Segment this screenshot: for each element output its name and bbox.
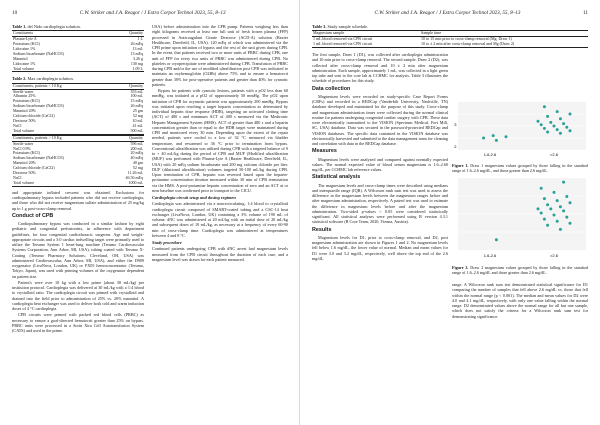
table-row: Total volume 500 mL [13, 127, 143, 133]
table-row: Sterile water 596 mL [13, 140, 143, 146]
table-header: Quantity [108, 135, 144, 141]
data-point [549, 207, 552, 210]
data-point [546, 203, 549, 206]
data-point [562, 209, 565, 212]
body-paragraph: The magnesium levels and cross-clamp times were described using medians and interquartile range (IQR). A Wilcoxon rank sum test was used to assess the difference in the magnesium levels between the magnesium ranges before and after magnesium administration, respectively. A paired test was used to estimate the difference in magnesium levels before and after the magnesium administration. Two-sided p-values < 0.05 were considered statistically significant. All statistical analyses were performed using R version 4.3.1 statistical software (R Core Team, 2020, Vienna, Austria). [312, 182, 448, 225]
data-point [537, 120, 540, 123]
right-page-header [312, 9, 588, 17]
table-header: Sample time [420, 31, 588, 37]
table-header: Quantity [113, 83, 144, 89]
x-tick-label: 1.6-2.6 [483, 253, 497, 258]
table-header: Magnesium sample [312, 31, 420, 37]
figure-1-scatter-plot [452, 100, 588, 158]
table-row: Total volume 1000 mL [13, 179, 143, 185]
table-3-block [312, 24, 588, 48]
data-point [559, 228, 562, 231]
body-paragraph: Cardiopulmonary bypass was conducted in a similar fashion by eight pediatric and congenital perfusionists, in adherence with department guidelines, for four congenital cardiothoracic surgeons. Age and weight-appropriate circuits and a 3:0 cardiac indwelling target were primarily used to utilize the Terumo System 1 heart-lung machine (Terumo Cardiovascular Systems Corporation, Ann Arbor, MI, USA), tubing coated with Terumo X-Coating (Terumo Pharmacy Solutions, Cleveland, OH, USA) was administered Cardiovascular, Ann Arbor, MI, USA), and either the D909 oxygenator (LivaNova, London, UK) or FX05 hemoconcentrator (Terumo, Tokyo, Japan), was used with priming volumes of the oxygenator dependent on patient size. [12, 221, 144, 279]
data-point [553, 125, 556, 128]
body-paragraph: range. A Wilcoxon rank sum test demonstrated statistical significance for D1 comparing the number of samples that fell above 2.6 mg/dL vs. those that fell within the normal range (p < 0.001). The median and mean values for D2 were 4.0 and 4.1 mg/dL, respectively, with only one value falling within the normal range. D2 demonstrated values above the normal range for all but one sample, which does not satisfy the criteria for a Wilcoxon rank sum test for demonstrating significance. [452, 282, 588, 319]
running-title: C.W. Striker and J.A. Reagor / J Extra Corpor Technol 2023, 55, 8–13 [374, 10, 521, 16]
table-row: 1 mL blood removed via CPB circuit 10 to ± 2 min after cross-clamp removal and Mg (Draw 2) [312, 42, 588, 47]
right-column-2 [452, 282, 588, 320]
x-tick-label: >2.6 [550, 253, 558, 258]
table-row: Potassium (KCl) 20 mEq [13, 150, 143, 156]
data-point [556, 199, 559, 202]
data-point [540, 211, 543, 214]
table-row: Dextrose 50% 10 mL [13, 118, 143, 123]
data-point [565, 126, 568, 129]
data-point [546, 115, 549, 118]
data-point [543, 105, 546, 108]
data-point [553, 191, 556, 194]
data-point [556, 128, 559, 131]
data-point [562, 122, 565, 125]
data-point [540, 187, 543, 190]
table-row: Mannitol 3.26 g [13, 55, 143, 61]
table-header: Constituents [12, 31, 113, 37]
table-row: Lidocaine 1% 130 mg [13, 60, 143, 66]
table-row: Albumin 25% 100 mL [13, 93, 143, 99]
table-row: NaCl 41 mL [13, 122, 143, 128]
data-point [546, 224, 549, 227]
table-header: Quantity [113, 31, 144, 37]
data-point [543, 197, 546, 200]
table-row: Lidocaine 1% 13 mL [13, 45, 143, 51]
table-row: Total volume 1.09 L [13, 65, 143, 71]
page-number: 11 [582, 10, 588, 16]
table-row: Potassium (KCl) 15 mEq [13, 98, 143, 104]
body-paragraph: The first sample, Draw 1 (D1), was collected after cardioplegia administration and 10 min prior to cross-clamp removal. The second sample, Draw 2 (D2), was collected after cross-clamp removal and 10 ± 2 min after magnesium administration. Each sample, approximately 1 mL, was collected in a light green top tube and sent to the core lab at CCHMC for analysis. Table 3 illustrates the schedule of procedures for this study. [312, 52, 448, 84]
data-point [565, 216, 568, 219]
body-paragraph: and appropriate inflated crescent was obtained. Exclusions for cardiopulmonary bypass included patients who did not receive cardioplegia, and those who did not receive magnesium sulfate administration of 25 mg/kg up to 1 g post-cross-clamp removal. [12, 189, 144, 211]
data-point [569, 222, 572, 225]
figure-2 [452, 176, 588, 275]
data-point [565, 195, 568, 198]
table-row: Sodium bicarbonate (NaHCO3) 40 mEq [13, 155, 143, 161]
table-row: Mannitol 20% 40 gm [13, 160, 143, 166]
data-point [569, 113, 572, 116]
data-point [482, 137, 485, 140]
table-1 [12, 30, 144, 72]
table-row: Dextrose 50% 11.26 mL [13, 170, 143, 176]
page-number: 10 [12, 10, 18, 16]
section-heading-statistical-analysis: Statistical analysis [312, 174, 361, 181]
section-heading-conduct: Conduct of CPB [12, 212, 54, 219]
left-column-2 [152, 24, 288, 263]
table-row: Mannitol 20% 25 gm [13, 108, 143, 114]
table-row: Sodium bicarbonate (NaHCO3) 26 mEq [13, 103, 143, 109]
figure-1 [452, 100, 588, 173]
table-3-caption: Table 3. Study sample schedule. [312, 24, 368, 29]
body-paragraph: Patient's were over 10 kg with a low prime (about 30 mL/kg) per institution protocol. Cardioplegia was delivered at 30 mL/kg with a 1:4 blood to crystalloid ratio. The cardioplegia circuit was primed with crystalloid and drained into the field prior to administration of 25% vs. 20% mannitol. A cardioplegia heat exchanger was used to deliver both cold and warm induction doses of 4 °C cardioplegia. [12, 279, 144, 312]
data-point [492, 134, 495, 137]
data-point [549, 121, 552, 124]
left-page-header [12, 9, 288, 17]
left-column-1 [12, 24, 144, 334]
table-row: Plasma-Lyte A 1 L [13, 36, 143, 42]
body-paragraph: Bypass for patients with cyanotic lesions, patients with a pO2 less than 60 mmHg, was initiated at a pO2 of approximately 50 mmHg. The pO2 upon initiation of CPB for acyanotic patients was approximately 200 mmHg. Bypass was initiated upon reaching a target heparin concentration as determined by individual heparin dose response (HDR), targeting an activated clotting time (ACT) of 480 s and minimum ACT of 400 s measured via the Medtronic Heparin Management System (HMS). ACT of greater than 480 s and a heparin concentration greater than or equal to the HDR target were maintained during CPB and monitored every 30 min. Depending upon the extent of the repair needed, patients were cooled to a low of 32 °C measured via bladder temperature, and rewarmed to 36 °C prior to termination from bypass. Conventional ultrafiltration was utilized during CPB with a targeted balance of 0 to + 40 mL/kg during the period of CPB and MUF (Modified ultrafiltration (MUF) was performed with Plasma-Lyte A (Baxter Healthcare, Deerfield, IL, USA) with 20 mEq sodium bicarbonate and 200 mg calcium chloride per liter. DUF (dilutional ultrafiltration) volumes targeted 50-100 mL/kg during CPB. Upon termination of CPB, heparin was reversed based upon the heparin-protamine concentration titration measured within 30 min of CPB termination via the HMS. A post-protamine heparin concentration of zero and an ACT at or near baseline was confirmed prior to transport to the CICU. [152, 88, 288, 193]
section-heading-data-collection: Data collection [312, 85, 351, 92]
data-point [569, 201, 572, 204]
table-header: Constituents, patients > 10 Kg [12, 135, 108, 141]
data-point [569, 129, 572, 132]
body-paragraph: Cardioplegia was administered via a nonrecirculating, 1:4 blood to crystalloid cardioplegia circuit composed of SMART-coated tubing and a CSC-14 heat exchanger (LivaNova, London, UK) containing a 3% volume of 190 mL of volume. dNC was administered at 20 mL/kg with an initial dose of 20 mL/kg and subsequent doses of 10 mL/kg, as necessary at a frequency of every 60-90 min of cross-clamp time. Cardioplegia was administered at temperatures between 4 and 8 °C. [152, 201, 288, 238]
table-row: Potassium (KCl) 26 mEq [13, 41, 143, 47]
right-column-1 [312, 52, 448, 262]
x-tick-label: >2.6 [550, 152, 558, 157]
data-point [553, 214, 556, 217]
running-title: C.W. Striker and J.A. Reagor / J Extra Corpor Technol 2023, 55, 8–13 [79, 10, 226, 16]
body-paragraph: Continued patients undergoing CPB with dNC arrest had magnesium levels measured from the CPB circuit throughout the duration of each case, and a magnesium level was drawn for each patient measured. [152, 246, 288, 262]
body-paragraph: Magnesium levels were recorded on study-specific Case Report Forms (CRFs) and recorded in a REDCap (Vanderbilt University, Nashville, TN) database developed and maintained for the purpose of this study. Cross-clamp and magnesium administration times were collected during the normal clinical routine for patients undergoing congenital cardiac surgery with CPB. These data were electronically transmitted to the VISION (Spectrum Medical, Fort Mill, SC, USA) database. Data was secured in the password-protected REDCap and VISION databases. The specific data contained in the VISION database was electronically harvested and submitted to the data management team for cleaning and correlation with data in the REDCap database. [312, 93, 448, 146]
body-paragraph: CPB circuits were primed with packed red blood cells (PRBC) as necessary to ensure a goal-directed hematocrit greater than 25% on bypass. PRBC units were processed in a Sorin Xtra Cell Autotransfusion System (CATS) and used in the prime. [12, 312, 144, 334]
data-point [537, 207, 540, 210]
y-tick-label: 3 [454, 122, 457, 127]
data-point [540, 123, 543, 126]
data-point [556, 220, 559, 223]
table-3 [312, 30, 588, 48]
data-point [559, 117, 562, 120]
data-point [543, 218, 546, 221]
table-row: NaCl 0.9% 200 mL [13, 145, 143, 151]
section-heading-study-procedure: Study procedure [152, 240, 182, 245]
table-row: Sodium bicarbonate (NaHCO3) 13 mEq [13, 50, 143, 56]
data-point [505, 135, 508, 138]
figure-1-caption: Figure 1. Draw 1 magnesium values grouped by those falling in the standard range of 1.6–2.6 mg/dL, and those greater than 2.6 mg/dL. [452, 163, 588, 173]
section-heading-cardioplegia: Cardioplegia circuit setup and dosing regimen [152, 195, 236, 200]
table-2 [12, 83, 144, 135]
table-1-caption: Table 1. del Nido cardioplegia solution. [12, 24, 81, 29]
right-page [300, 0, 600, 425]
data-point [543, 127, 546, 130]
data-point [495, 238, 498, 241]
y-tick-label: 2 [454, 144, 457, 149]
table-row: NaCl 46.56 mEq [13, 174, 143, 180]
body-paragraph: USA) before administration into the CPB pump. Patients weighing less than eight kilograms received at least one full unit of fresh frozen plasma (FFP) processed in Anticoagulant Citrate Dextrose (ACD-A) solution (Baxter Healthcare, Deerfield, IL, USA). 120 mEq of which was administered via the CPB prime upon initiation of bypass and the rest of the unit given during CPB. In the event, that patients received two or more units of PRBC during CPB, one unit of FFP for every two units of PRBC was administered during CPB. No platelets or cryoprecipitate were administered during CPB. Transfusion of PRBC during CPB and/or the use of modified ultrafiltration post CPB was indicated to maintain an oxyhemoglobin (O2Hb) above 75% and to ensure a hematocrit greater than 30% for post-operative patients and greater than 40% for cyanotic patients. [152, 24, 288, 87]
data-point [556, 110, 559, 113]
body-paragraph: Magnesium levels were analyzed and compared against normally expected values. The normal expected value of blood serum magnesium is 1.6–2.60 mg/dL, per CCHMC lab reference values. [312, 156, 448, 172]
data-point [495, 139, 498, 142]
data-point [546, 131, 549, 134]
x-tick-label: 1.6-2.6 [483, 152, 497, 157]
data-point [559, 205, 562, 208]
section-heading-measures: Measures [312, 148, 337, 155]
table-row: Calcium chloride (CaCl2) 52 mg [13, 165, 143, 171]
section-heading-results: Results [312, 226, 332, 233]
data-point [559, 132, 562, 135]
table-row: Calcium chloride (CaCl2) 52 mg [13, 113, 143, 119]
table-2-caption: Table 2. Max cardioplegia solution. [12, 76, 74, 82]
figure-2-scatter-plot [452, 176, 588, 260]
body-paragraph: Magnesium levels for D1, prior to cross-clamp removal, and D2, post magnesium administration are shown in Figures 1 and 2. No magnesium levels fell below 1.6 mg/dL, the lower value of normal. Median and mean values for D1 were 3.0 and 3.2 mg/dL, respectively, well above the top end of the 2.6 mg/dL. [312, 234, 448, 261]
figure-2-caption: Figure 2. Draw 2 magnesium values grouped by those falling in the standard range of 1.6–2.6 mg/dL and those greater than 2.6 mg/dL. [452, 265, 588, 275]
table-row: 1 mL blood removed via CPB circuit 10 to 15 min prior to cross-clamp removal (Mg, Draw 1) [313, 36, 512, 42]
data-point [562, 181, 565, 184]
table-2-section-2 [12, 135, 144, 187]
table-header: Constituents, patients < 10 Kg [12, 83, 113, 89]
table-row: Sterile water 353 mL [13, 88, 143, 94]
